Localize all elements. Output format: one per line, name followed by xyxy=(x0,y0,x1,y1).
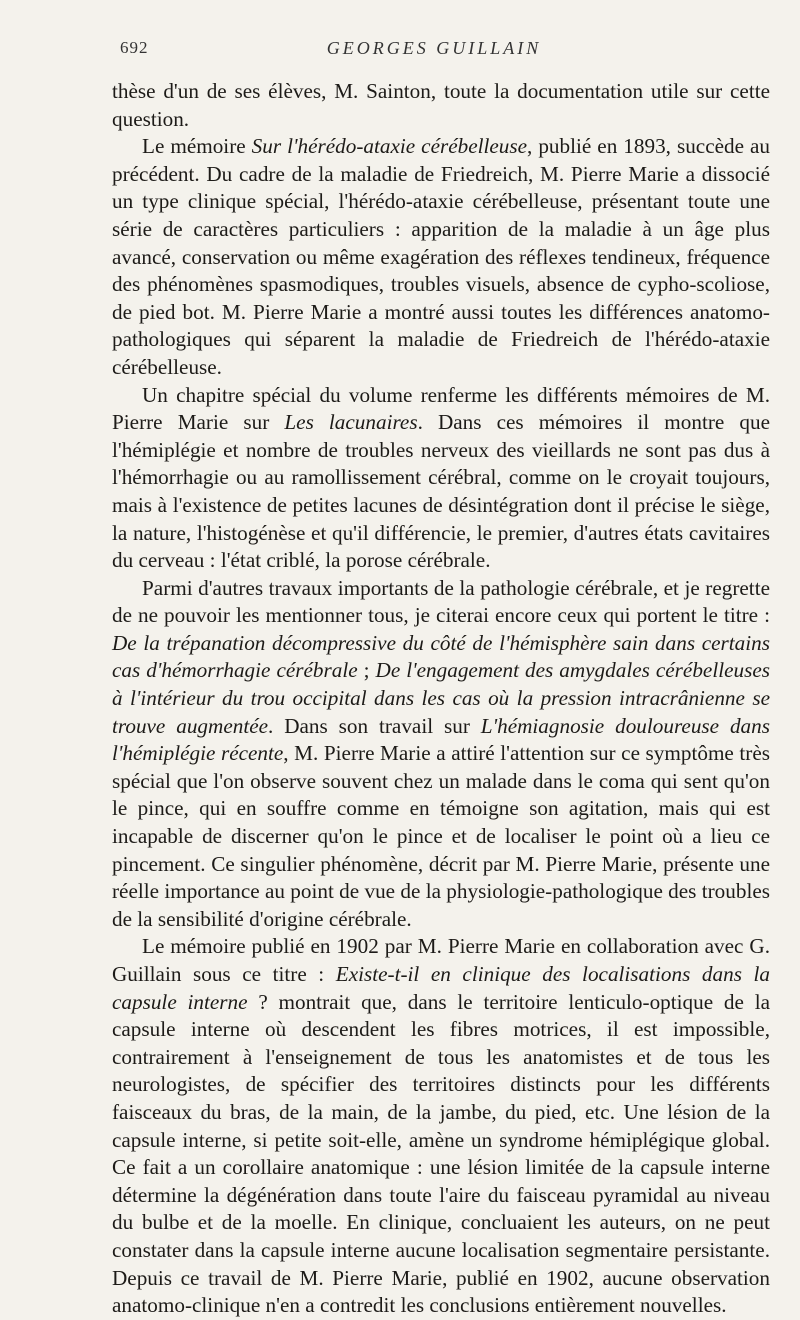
text-run: Le mémoire xyxy=(142,134,252,159)
paragraph xyxy=(112,78,770,133)
italic-title: Sur l'hérédo-ataxie cérébelleuse xyxy=(251,134,528,159)
page-header xyxy=(108,38,760,68)
text-run: Un chapitre spécial du volume renferme les différents mémoires de M. Pierre Marie sur xyxy=(112,382,770,435)
text-run: thèse d'un de ses élèves, M. Sainton, toute la documentation utile sur cette question. xyxy=(112,79,770,131)
text-run: ? montrait que, dans le territoire lenticulo-optique de la capsule interne où descendent les fibres motrices, il est impossible, contrairement à l'enseignement de tous les anatomistes et de tous les neurologistes, de spécifier des territoires distincts pour les différents faisceaux du bras, de la main, de la jambe, du pied, etc. Une lésion de la capsule interne, si petite soit-elle, amène un syndrome hémiplégique global. Ce fait a un corollaire anatomique : une lésion limitée de la capsule interne détermine la dégénération dans toute l'aire du faisceau pyramidal au niveau du bulbe et de la moelle. En clinique, concluaient les auteurs, on ne peut constater dans la capsule interne aucune localisation segmentaire persistante. Depuis ce travail de M. Pierre Marie, publié en 1902, aucune observation anatomo-clinique n'en a contredit les conclusions entièrement nouvelles. xyxy=(112,989,770,1318)
text-run: , M. Pierre Marie a attiré l'attention sur ce symptôme très spécial que l'on observe souvent chez un malade dans le coma qui sent qu'on le pince, qui en souffre comme en témoigne son agitation, mais qui est incapable de discerner qu'on le pince et de localiser le point où a lieu ce pincement. Ce singulier phénomène, décrit par M. Pierre Marie, présente une réelle importance au point de vue de la physiologie-pathologique des troubles de la sensibilité d'origine cérébrale. xyxy=(112,741,771,931)
italic-title: De la trépanation décompressive du côté de l'hémisphère sain dans certains cas d'hémorrhagie cérébrale xyxy=(112,630,770,683)
page-number: 692 xyxy=(120,38,149,57)
text-run: Le mémoire publié en 1902 par M. Pierre Marie en collaboration avec G. Guillain sous ce titre : xyxy=(112,934,770,986)
paragraph xyxy=(112,133,770,381)
italic-title: Existe-t-il en clinique des localisations dans la capsule interne xyxy=(112,962,770,1014)
body-text xyxy=(112,78,770,1320)
text-run: . Dans ces mémoires il montre que l'hémiplégie et nombre de troubles nerveux des vieillards ne sont pas dus à l'hémorrhagie ou au ramollissement cérébral, comme on le croyait toujours, mais à l'existence de petites lacunes de désintégration dont il précise le siège, la nature, l'histogénèse et qu'il différencie, le premier, d'autres états cavitaires du cerveau : l'état criblé, la porose cérébrale. xyxy=(112,410,771,573)
text-run: ; xyxy=(357,658,376,683)
text-run: . Dans son travail sur xyxy=(268,713,481,738)
text-run: , publié en 1893, succède au précédent. Du cadre de la maladie de Friedreich, M. Pierre Marie a dissocié un type clinique spécial, l'hérédo-ataxie cérébelleuse, présentant toute une série de caractères particuliers : apparition de la maladie à un âge plus avancé, conservation ou même exagération des réflexes tendineux, fréquence des phénomènes spasmodiques, troubles visuels, absence de cypho-scoliose, de pied bot. M. Pierre Marie a montré aussi toutes les différences anatomo-pathologiques qui séparent la maladie de Friedreich de l'hérédo-ataxie cérébelleuse. xyxy=(112,134,771,379)
italic-title: Les lacunaires xyxy=(284,410,418,435)
paragraph xyxy=(112,933,770,1319)
text-run: Parmi d'autres travaux importants de la pathologie cérébrale, et je regrette de ne pouvoir les mentionner tous, je citerai encore ceux qui portent le titre : xyxy=(112,575,770,628)
paragraph xyxy=(112,575,770,934)
italic-title: De l'engagement des amygdales cérébelleuses à l'intérieur du trou occipital dans les cas où la pression intracrânienne se trouve augmentée xyxy=(112,658,770,738)
italic-title: L'hémiagnosie douloureuse dans l'hémiplégie récente xyxy=(112,713,770,766)
running-head: GEORGES GUILLAIN xyxy=(326,38,542,58)
paragraph xyxy=(112,382,770,575)
